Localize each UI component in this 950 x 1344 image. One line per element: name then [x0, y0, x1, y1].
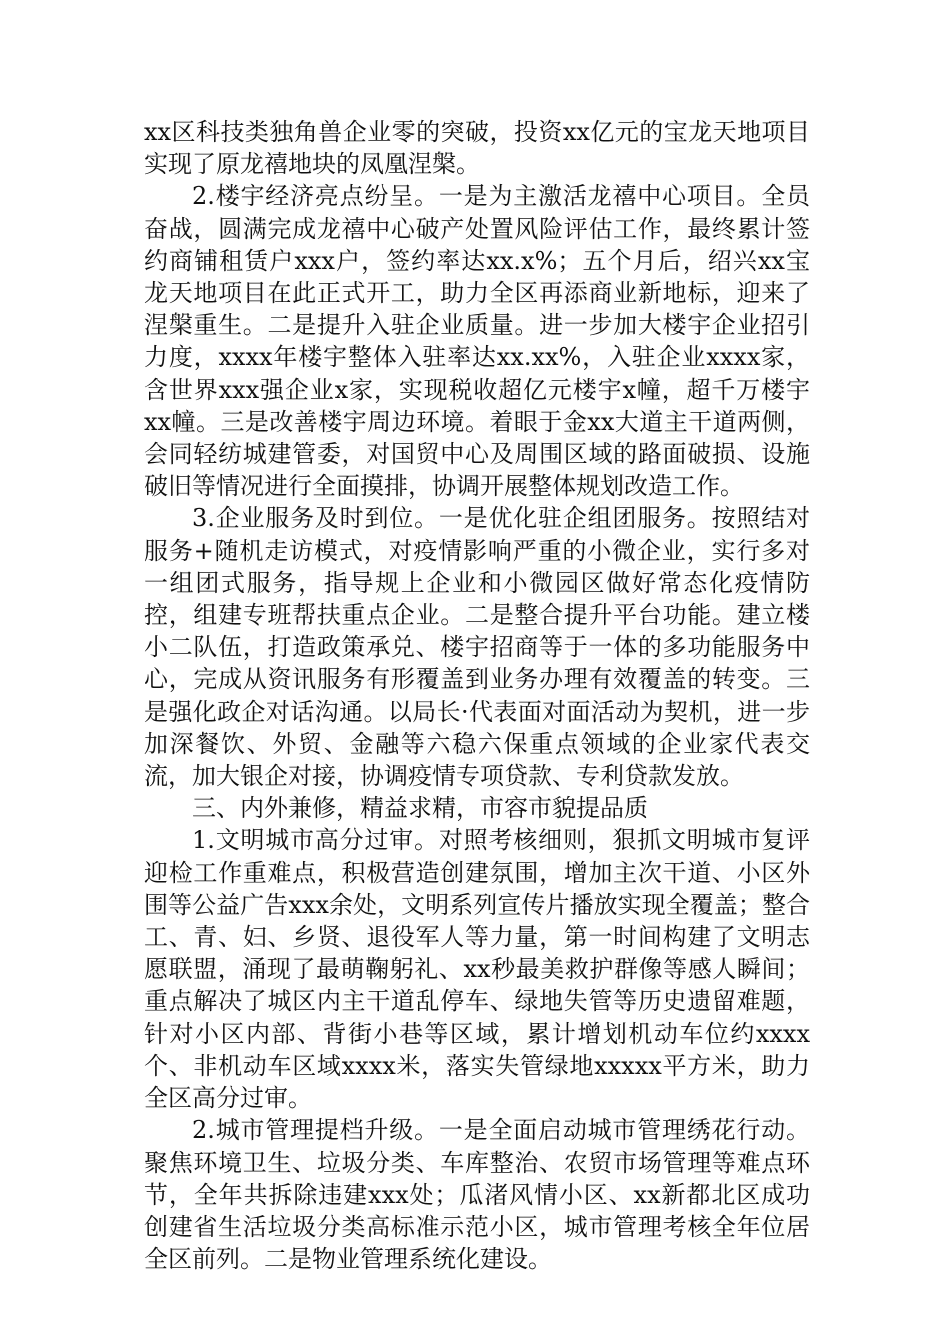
paragraph-3: 3.企业服务及时到位。一是优化驻企组团服务。按照结对服务+随机走访模式，对疫情影响严重的小微企业，实行多对一组团式服务，指导规上企业和小微园区做好常态化疫情防控，组建专班帮扶重点企业。二是整合提升平台功能。建立楼小二队伍，打造政策承兑、楼宇招商等于一体的多功能服务中心，完成从资讯服务有形覆盖到业务办理有效覆盖的转变。三是强化政企对话沟通。以局长·代表面对面活动为契机，进一步加深餐饮、外贸、金融等六稳六保重点领域的企业家代表交流，加大银企对接，协调疫情专项贷款、专利贷款发放。	[144, 504, 810, 791]
paragraph-6: 2.城市管理提档升级。一是全面启动城市管理绣花行动。聚焦环境卫生、垃圾分类、车库整治、农贸市场管理等难点环节，全年共拆除违建xxx处；瓜渚风情小区、xx新都北区成功创建省生活垃圾分类高标准示范小区，城市管理考核全年位居全区前列。二是物业管理系统化建设。	[144, 1116, 810, 1274]
document-body	[144, 116, 810, 1275]
paragraph-2: 2.楼宇经济亮点纷呈。一是为主激活龙禧中心项目。全员奋战，圆满完成龙禧中心破产处置风险评估工作，最终累计签约商铺租赁户xxx户，签约率达xx.x%；五个月后，绍兴xx宝龙天地项目在此正式开工，助力全区再添商业新地标，迎来了涅槃重生。二是提升入驻企业质量。进一步加大楼宇企业招引力度，xxxx年楼宇整体入驻率达xx.xx%，入驻企业xxxx家，含世界xxx强企业x家，实现税收超亿元楼宇x幢，超千万楼宇xx幢。三是改善楼宇周边环境。着眼于金xx大道主干道两侧，会同轻纺城建管委，对国贸中心及周围区域的路面破损、设施破旧等情况进行全面摸排，协调开展整体规划改造工作。	[144, 182, 810, 501]
paragraph-5: 1.文明城市高分过审。对照考核细则，狠抓文明城市复评迎检工作重难点，积极营造创建氛围，增加主次干道、小区外围等公益广告xxx余处，文明系列宣传片播放实现全覆盖；整合工、青、妇、乡贤、退役军人等力量，第一时间构建了文明志愿联盟，涌现了最萌鞠躬礼、xx秒最美救护群像等感人瞬间；重点解决了城区内主干道乱停车、绿地失管等历史遗留难题，针对小区内部、背街小巷等区域，累计增划机动车位约xxxx个、非机动车区域xxxx米，落实失管绿地xxxxx平方米，助力全区高分过审。	[144, 826, 810, 1113]
section-heading: 三、内外兼修，精益求精，市容市貌提品质	[192, 794, 648, 823]
paragraph-1: xx区科技类独角兽企业零的突破，投资xx亿元的宝龙天地项目实现了原龙禧地块的凤凰涅槃。	[144, 118, 810, 179]
